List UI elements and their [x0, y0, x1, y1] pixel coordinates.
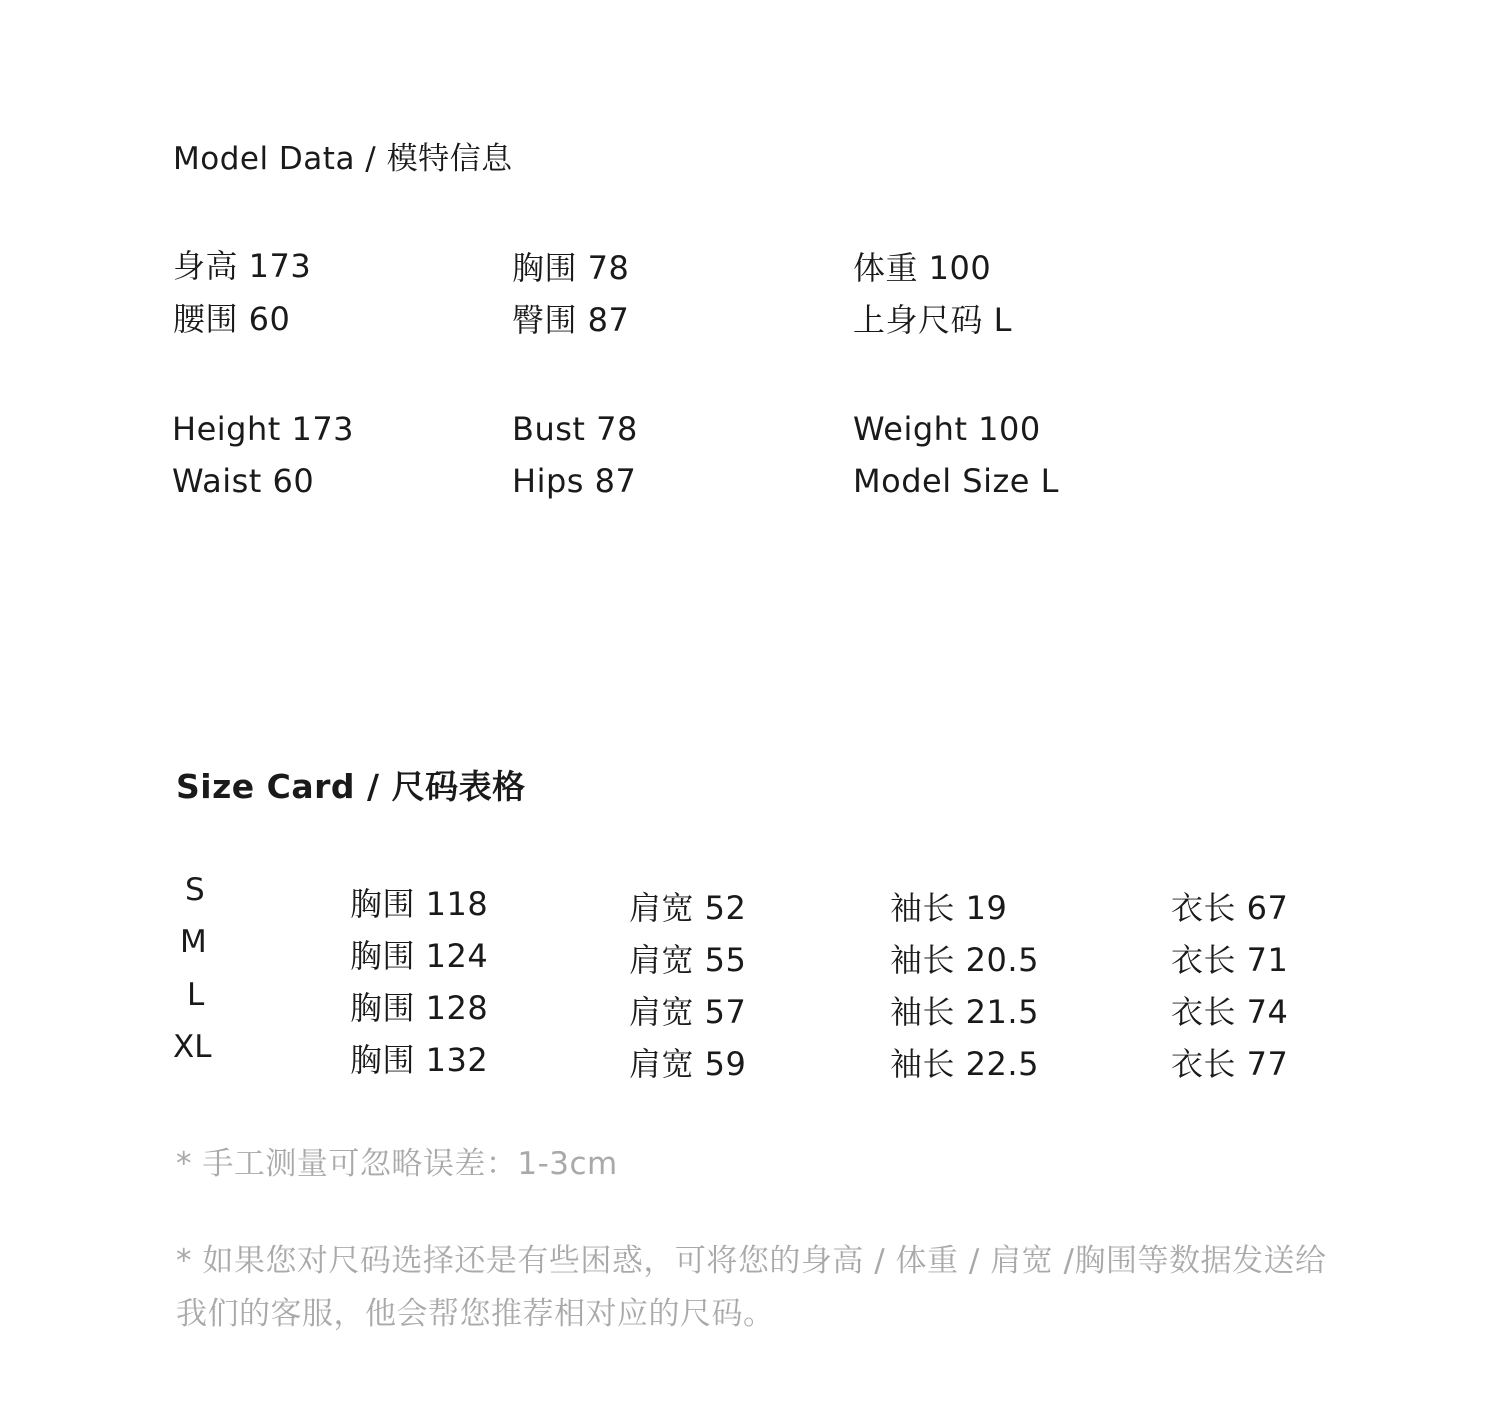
en-hips: Hips 87 [512, 462, 637, 500]
cn-weight: 体重 100 [853, 249, 992, 287]
size-label-s: S [185, 872, 205, 908]
size-card-title: Size Card / 尺码表格 [176, 767, 526, 806]
cn-model-size: 上身尺码 L [853, 301, 1013, 339]
chest-xl: 胸围 132 [350, 1041, 489, 1079]
cn-hips: 臀围 87 [512, 301, 630, 339]
length-l: 衣长 74 [1171, 993, 1289, 1031]
cn-height: 身高 173 [173, 247, 312, 285]
length-s: 衣长 67 [1171, 889, 1289, 927]
model-data-title: Model Data / 模特信息 [173, 141, 513, 177]
en-waist: Waist 60 [172, 462, 315, 500]
shoulder-m: 肩宽 55 [629, 941, 747, 979]
chest-m: 胸围 124 [350, 937, 489, 975]
en-model-size: Model Size L [853, 462, 1059, 500]
shoulder-l: 肩宽 57 [629, 993, 747, 1031]
sleeve-xl: 袖长 22.5 [890, 1045, 1039, 1083]
en-bust: Bust 78 [512, 410, 638, 448]
size-label-l: L [187, 977, 205, 1013]
measurement-note: * 手工测量可忽略误差：1-3cm [176, 1146, 618, 1182]
length-m: 衣长 71 [1171, 941, 1289, 979]
en-weight: Weight 100 [853, 410, 1041, 448]
shoulder-xl: 肩宽 59 [629, 1045, 747, 1083]
length-xl: 衣长 77 [1171, 1045, 1289, 1083]
cn-bust: 胸围 78 [512, 249, 630, 287]
en-height: Height 173 [172, 410, 355, 448]
cn-waist: 腰围 60 [173, 300, 291, 338]
size-label-m: M [180, 924, 207, 960]
sleeve-m: 袖长 20.5 [890, 941, 1039, 979]
sleeve-s: 袖长 19 [890, 889, 1008, 927]
chest-l: 胸围 128 [350, 989, 489, 1027]
size-advice-note: * 如果您对尺码选择还是有些困惑，可将您的身高 / 体重 / 肩宽 /胸围等数据发送给我们的客服，他会帮您推荐相对应的尺码。 [176, 1243, 1327, 1332]
size-label-xl: XL [173, 1029, 212, 1065]
sleeve-l: 袖长 21.5 [890, 993, 1039, 1031]
chest-s: 胸围 118 [350, 885, 489, 923]
shoulder-s: 肩宽 52 [629, 889, 747, 927]
